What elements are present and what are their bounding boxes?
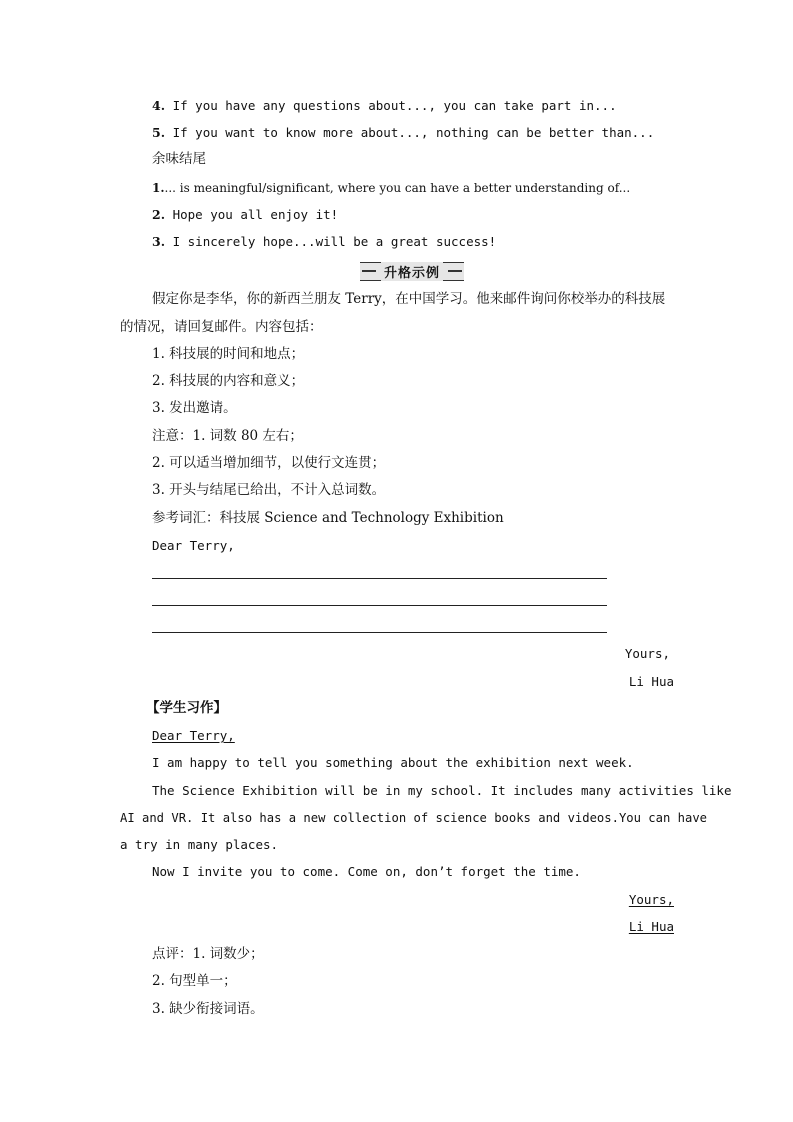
item-text: I sincerely hope...will be a great success! — [165, 234, 497, 249]
student-heading: 【学生习作】 — [146, 700, 227, 716]
student-closing: Yours, — [628, 892, 674, 907]
item-number: 2. — [152, 207, 166, 222]
task-greeting: Dear Terry, — [152, 538, 235, 553]
answer-line — [152, 605, 607, 606]
task-vocab: 参考词汇：科技展 Science and Technology Exhibition — [152, 510, 504, 526]
task-point: 2. 科技展的内容和意义； — [152, 373, 305, 389]
task-signature: Li Hua — [628, 674, 674, 689]
ending-item — [152, 234, 496, 250]
task-intro: 的情况，请回复邮件。内容包括： — [120, 319, 323, 335]
student-line: I am happy to tell you something about the exhibition next week. — [152, 755, 634, 770]
ending-item — [152, 180, 630, 196]
comment-item: 3. 缺少衔接词语。 — [152, 1001, 264, 1017]
section-banner — [360, 262, 464, 281]
comment-item: 2. 句型单一； — [152, 973, 237, 989]
student-signature: Li Hua — [628, 919, 674, 934]
student-line: AI and VR. It also has a new collection of science books and videos.You can have — [120, 811, 707, 825]
section-banner-label: 升格示例 — [381, 262, 443, 281]
item-text: ... is meaningful/significant, where you can have a better understanding of... — [164, 181, 631, 195]
answer-line — [152, 578, 607, 579]
student-greeting: Dear Terry, — [152, 728, 235, 743]
item-number: 5. — [152, 125, 166, 140]
item-number: 4. — [152, 98, 166, 113]
task-point: 3. 发出邀请。 — [152, 400, 237, 416]
phrase-item — [152, 98, 617, 114]
answer-line — [152, 632, 607, 633]
task-point: 1. 科技展的时间和地点； — [152, 346, 305, 362]
task-note: 注意：1. 词数 80 左右； — [152, 428, 303, 444]
item-text: Hope you all enjoy it! — [165, 207, 339, 222]
item-number: 1. — [152, 181, 165, 195]
comment-item: 点评：1. 词数少； — [152, 946, 264, 962]
task-note: 2. 可以适当增加细节，以使行文连贯； — [152, 455, 386, 471]
ending-heading: 余味结尾 — [152, 151, 206, 167]
task-closing: Yours, — [624, 646, 670, 661]
ending-item — [152, 207, 338, 223]
task-intro: 假定你是李华，你的新西兰朋友 Terry，在中国学习。他来邮件询问你校举办的科技展 — [152, 291, 666, 307]
task-note: 3. 开头与结尾已给出，不计入总词数。 — [152, 482, 386, 498]
student-line: Now I invite you to come. Come on, don’t forget the time. — [152, 864, 581, 879]
item-text: If you have any questions about..., you can take part in... — [165, 98, 617, 113]
phrase-item — [152, 125, 654, 141]
student-line: a try in many places. — [120, 837, 279, 852]
item-text: If you want to know more about..., nothing can be better than... — [165, 125, 655, 140]
item-number: 3. — [152, 234, 166, 249]
student-line: The Science Exhibition will be in my school. It includes many activities like — [152, 783, 732, 798]
